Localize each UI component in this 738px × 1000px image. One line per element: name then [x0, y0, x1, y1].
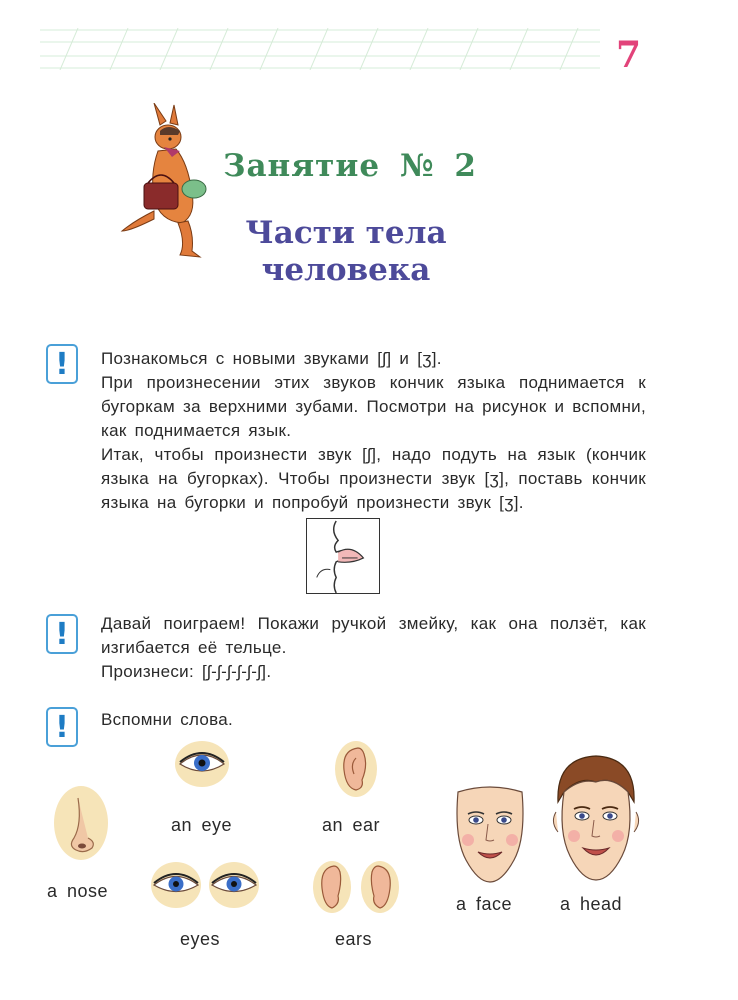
word-an-eye: an eye: [171, 815, 233, 835]
lesson-title: Занятие № 2: [223, 148, 477, 184]
section3-text: [101, 708, 646, 732]
topic-title-line-2: человека: [261, 252, 431, 288]
section1-tongue-text: При произнесении этих звуков кончик языка поднимается к бугоркам за верхними зубами. Посмотри на рисунок и вспомни, как поднимается язык.: [101, 373, 646, 440]
exclamation-box-3: !: [46, 707, 78, 747]
eye-illustration: [174, 740, 230, 788]
word-an-ear: an ear: [322, 815, 381, 835]
word-a-face: a face: [456, 894, 513, 914]
word-ears: ears: [335, 929, 373, 949]
section2-text: [101, 612, 646, 684]
ear-illustration: [334, 740, 378, 798]
exclamation-box-2: !: [46, 614, 78, 654]
eyes-illustration: [150, 860, 260, 910]
ears-illustration: [312, 860, 400, 914]
section1-text: [101, 347, 646, 515]
section3-remember-words: Вспомни слова.: [101, 710, 234, 729]
word-eyes: eyes: [180, 929, 221, 949]
word-a-nose: a nose: [47, 881, 109, 901]
page-number: 7: [616, 34, 642, 76]
handwriting-grid: [40, 28, 600, 70]
face-illustration: [450, 782, 530, 884]
section1-instructions: Итак, чтобы произнести звук [ʃ], надо подуть на язык (кончик языка на бугорках). Чтобы произнести звук [ʒ], поставь кончик языка на бугорки и попробуй произнести звук [ʒ].: [101, 445, 646, 512]
head-illustration: [550, 752, 642, 886]
section2-pronounce: Произнеси: [ʃ-ʃ-ʃ-ʃ-ʃ-ʃ].: [101, 662, 272, 681]
topic-title-line-1: Части тела: [245, 215, 447, 251]
nose-illustration: [52, 784, 110, 862]
section2-snake-game: Давай поиграем! Покажи ручкой змейку, как она ползёт, как изгибается её тельце.: [101, 614, 646, 657]
exclamation-box-1: !: [46, 344, 78, 384]
word-a-head: a head: [560, 894, 623, 914]
mouth-diagram: [306, 518, 380, 594]
section1-intro: Познакомься с новыми звуками [ʃ] и [ʒ].: [101, 349, 442, 368]
topic-title: [196, 215, 496, 289]
